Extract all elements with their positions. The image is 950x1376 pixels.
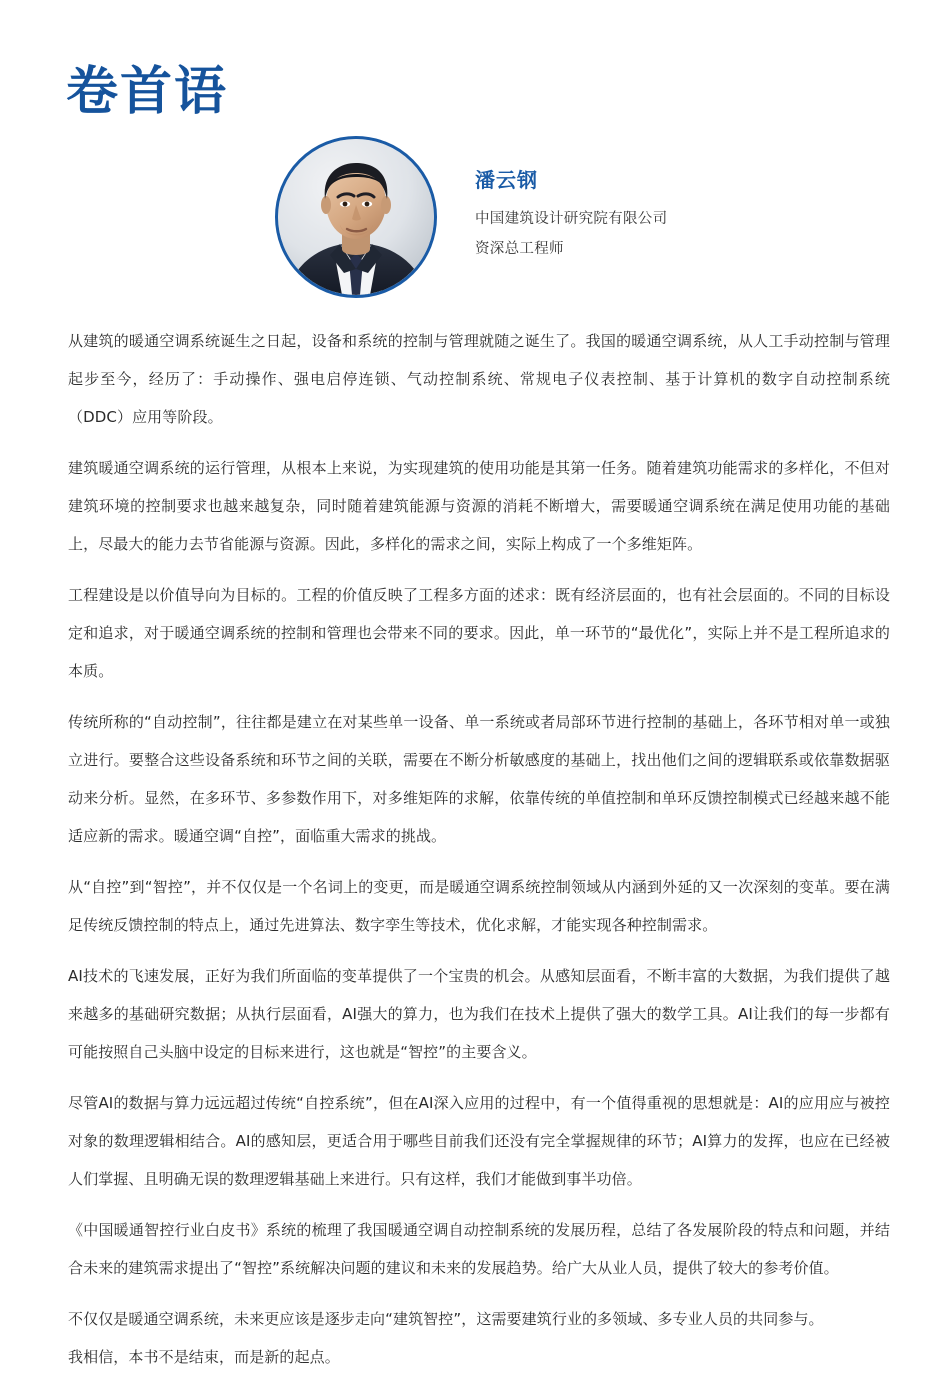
body-text [68,322,890,1376]
paragraph: AI技术的飞速发展，正好为我们所面临的变革提供了一个宝贵的机会。从感知层面看，不断丰富的大数据，为我们提供了越来越多的基础研究数据；从执行层面看，AI强大的算力，也为我们在技术上提供了强大的数学工具。AI让我们的每一步都有可能按照自己头脑中设定的目标来进行，这也就是“智控”的主要含义。 [68,967,890,1061]
portrait-photo [278,139,434,295]
author-info [475,136,667,264]
paragraph: 尽管AI的数据与算力远远超过传统“自控系统”，但在AI深入应用的过程中，有一个值得重视的思想就是：AI的应用应与被控对象的数理逻辑相结合。AI的感知层，更适合用于哪些目前我们还没有完全掌握规律的环节；AI算力的发挥，也应在已经被人们掌握、且明确无误的数理逻辑基础上来进行。只有这样，我们才能做到事半功倍。 [68,1094,890,1188]
paragraph: 传统所称的“自动控制”，往往都是建立在对某些单一设备、单一系统或者局部环节进行控制的基础上，各环节相对单一或独立进行。要整合这些设备系统和环节之间的关联，需要在不断分析敏感度的基础上，找出他们之间的逻辑联系或依靠数据驱动来分析。显然，在多环节、多参数作用下，对多维矩阵的求解，依靠传统的单值控制和单环反馈控制模式已经越来越不能适应新的需求。暖通空调“自控”，面临重大需求的挑战。 [68,713,890,845]
author-name: 潘云钢 [475,168,538,192]
portrait-illustration [278,139,434,295]
paragraph: 工程建设是以价值导向为目标的。工程的价值反映了工程多方面的述求：既有经济层面的，也有社会层面的。不同的目标设定和追求，对于暖通空调系统的控制和管理也会带来不同的要求。因此，单一环节的“最优化”，实际上并不是工程所追求的本质。 [68,586,890,680]
paragraph: 从“自控”到“智控”，并不仅仅是一个名词上的变更，而是暖通空调系统控制领域从内涵到外延的又一次深刻的变革。要在满足传统反馈控制的特点上，通过先进算法、数字孪生等技术，优化求解，才能实现各种控制需求。 [68,878,890,934]
paragraph: 建筑暖通空调系统的运行管理，从根本上来说，为实现建筑的使用功能是其第一任务。随着建筑功能需求的多样化，不但对建筑环境的控制要求也越来越复杂，同时随着建筑能源与资源的消耗不断增大，需要暖通空调系统在满足使用功能的基础上，尽最大的能力去节省能源与资源。因此，多样化的需求之间，实际上构成了一个多维矩阵。 [68,459,890,553]
page-title: 卷首语 [66,62,229,122]
paragraph: 《中国暖通智控行业白皮书》系统的梳理了我国暖通空调自动控制系统的发展历程，总结了各发展阶段的特点和问题，并结合未来的建筑需求提出了“智控”系统解决问题的建议和未来的发展趋势。给广大从业人员，提供了较大的参考价值。 [68,1221,890,1277]
closing-line-2: 我相信，本书不是结束，而是新的起点。 [68,1348,340,1366]
author-position: 资深总工程师 [475,241,564,257]
author-affiliation: 中国建筑设计研究院有限公司 [475,211,668,227]
author-block [275,136,667,298]
closing-line-1: 不仅仅是暖通空调系统，未来更应该是逐步走向“建筑智控”，这需要建筑行业的多领域、多专业人员的共同参与。 [68,1310,824,1328]
closing-paragraph [68,1300,890,1376]
author-portrait [275,136,437,298]
paragraph: 从建筑的暖通空调系统诞生之日起，设备和系统的控制与管理就随之诞生了。我国的暖通空调系统，从人工手动控制与管理起步至今，经历了：手动操作、强电启停连锁、气动控制系统、常规电子仪表控制、基于计算机的数字自动控制系统（DDC）应用等阶段。 [68,332,890,426]
